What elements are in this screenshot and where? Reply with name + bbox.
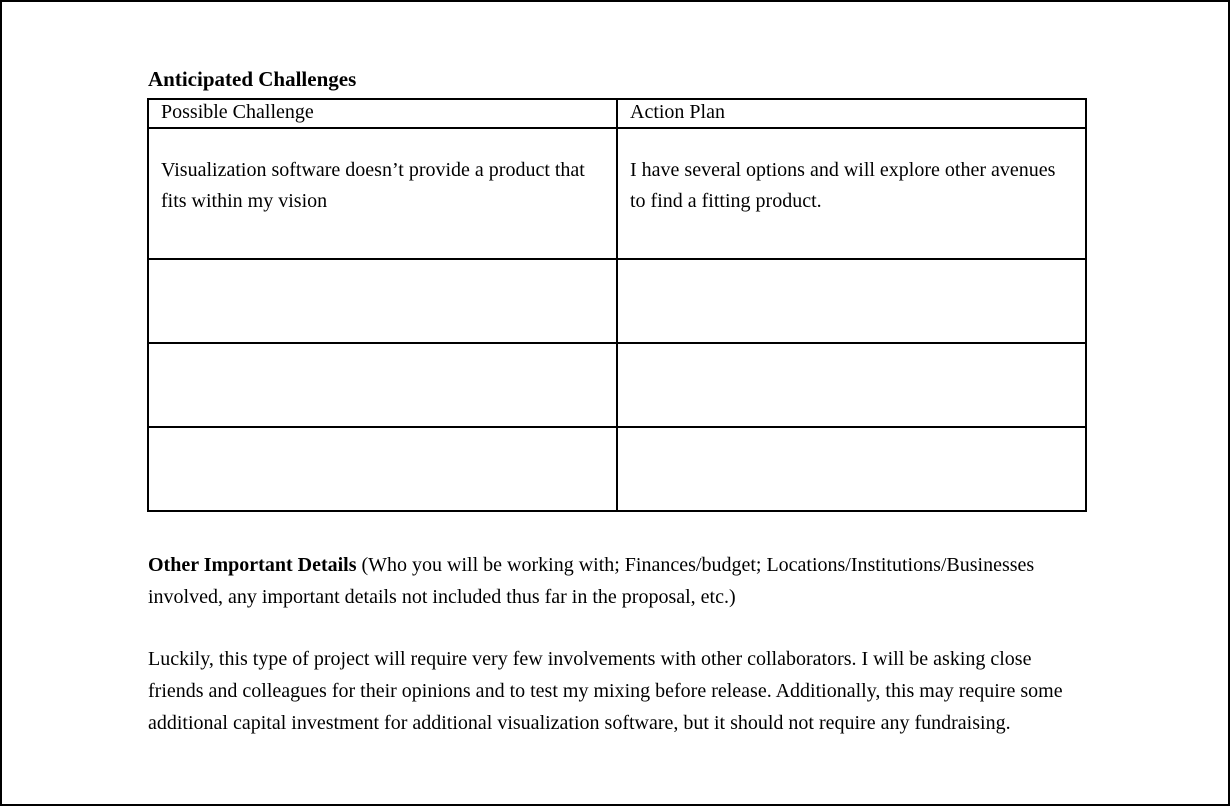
challenges-table xyxy=(147,98,1087,512)
table-cell-challenge-3 xyxy=(148,343,617,427)
table-row xyxy=(148,259,1086,343)
table-header-row xyxy=(148,99,1086,128)
other-important-details-paragraph: Luckily, this type of project will require very few involvements with other collaborators. I will be asking close friends and colleagues for their opinions and to test my mixing before release. Additionally, this may require some additional capital investment for additional visualization software, but it should not require any fundraising. xyxy=(148,648,1063,734)
table-cell-challenge-4 xyxy=(148,427,617,511)
table-row xyxy=(148,343,1086,427)
table-row xyxy=(148,128,1086,259)
table-cell-challenge-2 xyxy=(148,259,617,343)
column-header-possible-challenge: Possible Challenge xyxy=(148,99,617,128)
table-cell-action-2 xyxy=(617,259,1086,343)
column-header-action-plan: Action Plan xyxy=(617,99,1086,128)
other-important-details-heading-bold: Other Important Details xyxy=(148,554,357,576)
table-row xyxy=(148,427,1086,511)
table-cell-action-1: I have several options and will explore other avenues to find a fitting product. xyxy=(617,128,1086,259)
other-important-details-heading-description: (Who you will be working with; Finances/budget; Locations/Institutions/Businesses involved, any important details not included thus far in the proposal, etc.) xyxy=(148,554,1035,608)
document-body xyxy=(148,66,1089,739)
table-cell-action-3 xyxy=(617,343,1086,427)
table-cell-challenge-1: Visualization software doesn’t provide a product that fits within my vision xyxy=(148,128,617,259)
other-important-details-heading xyxy=(148,549,1089,613)
table-cell-action-4 xyxy=(617,427,1086,511)
anticipated-challenges-heading: Anticipated Challenges xyxy=(148,67,357,91)
